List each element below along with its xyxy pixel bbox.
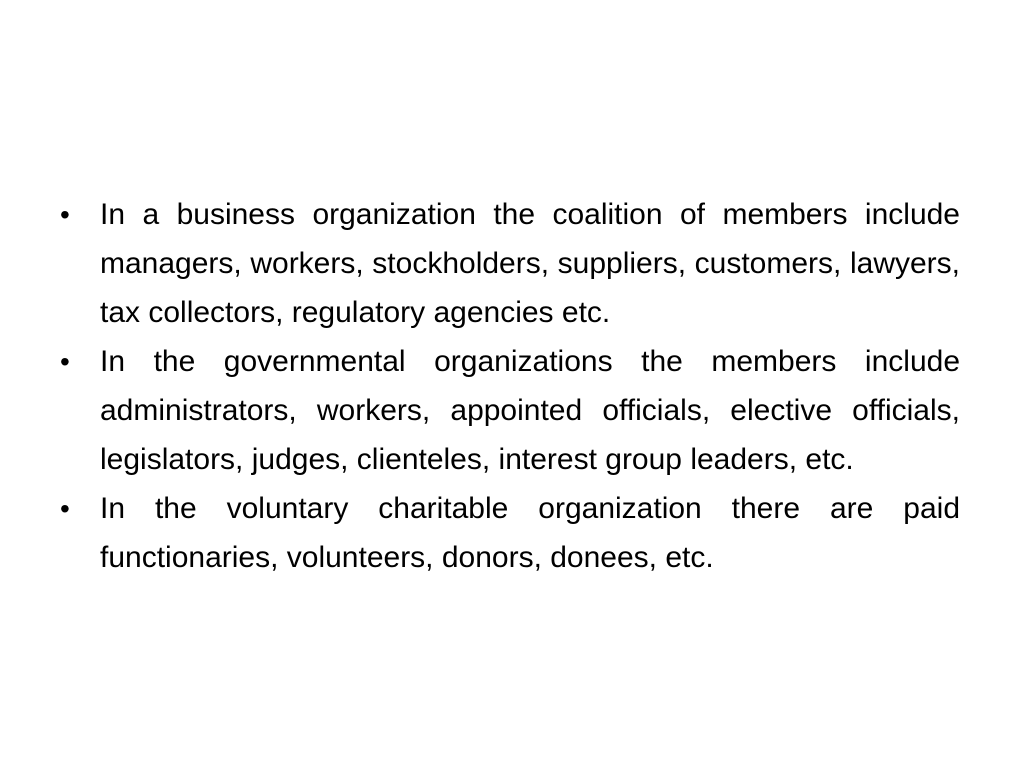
bullet-marker: • [60, 493, 70, 524]
bullet-item-business [60, 190, 960, 337]
bullet-list [60, 190, 960, 582]
bullet-text: In the governmental organizations the members include administrators, workers, appointed officials, elective officials, legislators, judges, clienteles, interest group leaders, etc. [100, 345, 960, 476]
bullet-text: In the voluntary charitable organization there are paid functionaries, volunteers, donors, donees, etc. [100, 492, 960, 574]
bullet-item-voluntary [60, 484, 960, 582]
bullet-marker: • [60, 346, 70, 377]
bullet-item-governmental [60, 337, 960, 484]
bullet-marker: • [60, 199, 70, 230]
bullet-text: In a business organization the coalition of members include managers, workers, stockholders, suppliers, customers, lawyers, tax collectors, regulatory agencies etc. [100, 198, 960, 329]
